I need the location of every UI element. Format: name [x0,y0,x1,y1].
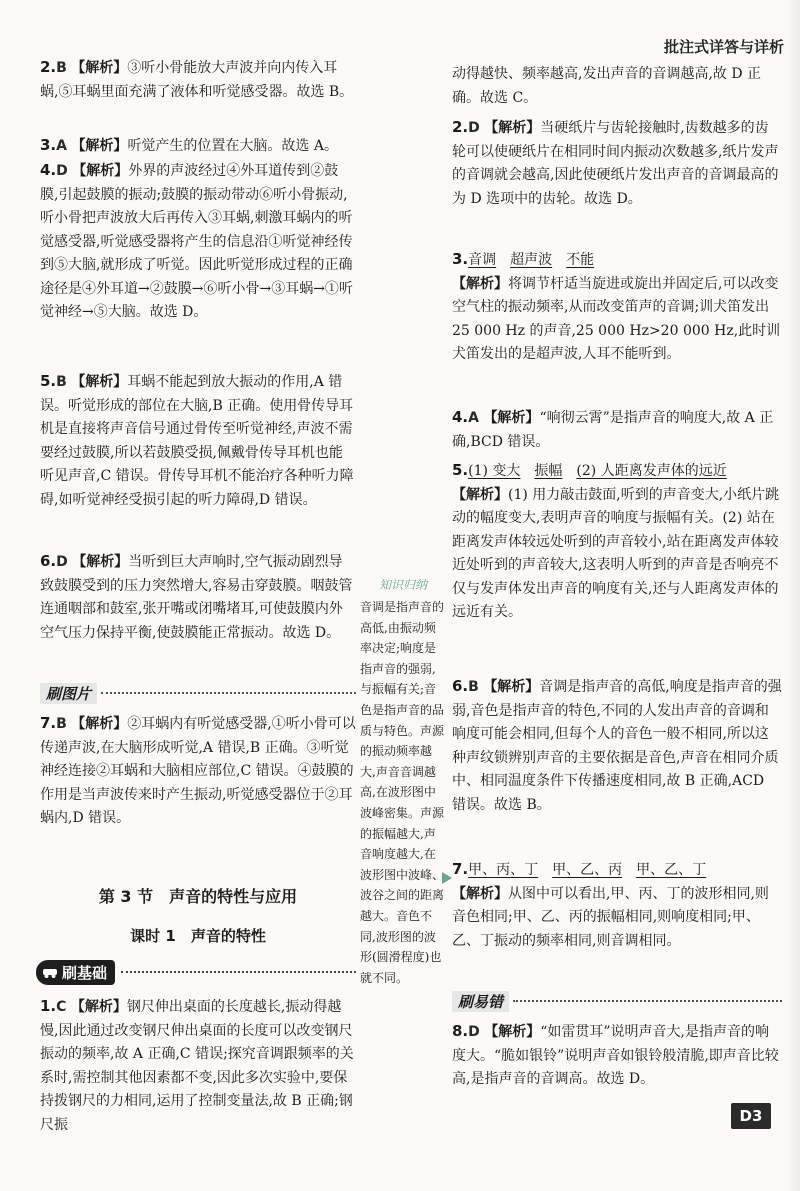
answer-8-error: 8.D 【解析】“如雷贯耳”说明声音大,是指声音的响度大。“脆如银铃”说明声音如银铃般清脆,即声音比较高,是指声音的音调高。故选 D。 [452,1022,779,1087]
dotted-rule [101,692,356,694]
answer-4-basic: 4.A 【解析】“响彻云霄”是指声音的响度大,故 A 正确,BCD 错误。 [452,408,774,450]
band-jichu [36,960,356,984]
section-title: 第 3 节 声音的特性与应用 [98,887,298,906]
band-tupian [40,682,356,704]
answer-1-continued: 动得越快、频率越高,发出声音的音调越高,故 D 正确。故选 C。 [452,66,762,106]
answer-4: 4.D 【解析】外界的声波经过④外耳道传到②鼓膜,引起鼓膜的振动;鼓膜的振动带动⑥听小骨振动,听小骨把声波放大后再传入③耳蜗,刺激耳蜗内的听觉感受器,听觉感受器将产生的信息沿①听觉神经传到⑤大脑,就形成了听觉。因此听觉形成过程的正确途径是④外耳道→②鼓膜→⑥听小骨→③耳蜗→①听觉神经→⑤大脑。故选 D。 [40,161,353,320]
dotted-rule [513,1000,782,1002]
answer-7-basic: 7.甲、丙、丁 甲、乙、丙 甲、乙、丁 【解析】从图中可以看出,甲、丙、丁的波形相同,则音色相同;甲、乙、丙的振幅相同,则响度相同;甲、乙、丁振动的频率相同,则音调相同。 [452,860,769,949]
lesson-title: 课时 1 声音的特性 [130,927,266,945]
answer-6-basic: 6.B 【解析】音调是指声音的高低,响度是指声音的强弱,音色是指声音的特色,不同的人发出声音的音调和响度可能会相同,但每个人的音色一般不相同,所以这种声纹锁辨别声音的主要依据是音色,声音在相同介质中、相同温度条件下传播速度相同,故 B 正确,ACD 错误。故选 B。 [452,677,782,813]
page-edge-shadow [786,0,800,1191]
answer-6: 6.D 【解析】当听到巨大声响时,空气振动剧烈导致鼓膜受到的压力突然增大,容易击穿鼓膜。咽鼓管连通咽部和鼓室,张开嘴或闭嘴堵耳,可使鼓膜内外空气压力保持平衡,使鼓膜能正常振动。故选 D。 [40,552,353,641]
answer-3-basic: 3.音调 超声波 不能 【解析】将调节杆适当旋进或旋出并固定后,可以改变空气柱的振动频率,从而改变笛声的音调;训犬笛发出 25 000 Hz 的声音,25 000 Hz>20 000 Hz,此时训犬笛发出的是超声波,人耳不能听到。 [452,250,781,362]
car-icon [42,965,58,979]
pointer-arrow-icon [442,872,452,884]
band-yicuo [452,990,782,1012]
answer-2: 2.B 【解析】③听小骨能放大声波并向内传入耳蜗,⑤耳蜗里面充满了液体和听觉感受器。故选 B。 [40,58,354,100]
answer-5: 5.B 【解析】耳蜗不能起到放大振动的作用,A 错误。听觉形成的部位在大脑,B 正确。使用骨传导耳机是直接将声音信号通过骨传至听觉神经,声波不需要经过鼓膜,所以若鼓膜受损,佩戴骨传导耳机也能听见声音,C 错误。骨传导耳机不能治疗各种听力障碍,如听觉神经受损引起的听力障碍,D 错误。 [40,372,354,508]
band-tupian-label: 刷图片 [40,683,97,704]
sidebar-text: 音调是指声音的高低,由振动频率决定;响度是指声音的强弱,与振幅有关;音色是指声音的品质与特色。声源的振动频率越大,声音音调越高,在波形图中波峰密集。声源的振幅越大,声音响度越大,在波形图中波峰、波谷之间的距离越大。音色不同,波形图的波形(圆滑程度)也就不同。 [360,600,445,985]
band-yicuo-label: 刷易错 [452,991,509,1012]
answer-3: 3.A 【解析】听觉产生的位置在大脑。故选 A。 [40,136,338,154]
answer-7: 7.B 【解析】②耳蜗内有听觉感受器,①听小骨可以传递声波,在大脑形成听觉,A 错误,B 正确。③听觉神经连接②耳蜗和大脑相应部位,C 错误。④鼓膜的作用是当声波传来时产生振动,听觉感受器位于②耳蜗内,D 错误。 [40,714,356,826]
sidebar-title: 知识归纳 [378,578,427,592]
page-header: 批注式详答与详析 [663,38,784,56]
answer-1-basic: 1.C 【解析】钢尺伸出桌面的长度越长,振动得越慢,因此通过改变钢尺伸出桌面的长度可以改变钢尺振动的频率,故 A 正确,C 错误;探究音调跟频率的关系时,需控制其他因素都不变,因此多次实验中,要保持拨钢尺的力相同,运用了控制变量法,故 B 正确;钢尺振 [40,997,354,1133]
answer-5-basic: 5.(1) 变大 振幅 (2) 人距离发声体的远近 【解析】(1) 用力敲击鼓面,听到的声音变大,小纸片跳动的幅度变大,表明声音的响度与振幅有关。(2) 站在距离发声体较远处听到的声音较小,站在距离发声体较近处听到的声音较大,这表明人听到的声音是否响亮不仅与发声体发出声音的响度有关,还与人距离发声体的远近有关。 [452,461,780,620]
knowledge-sidebar [360,576,446,988]
answer-2-basic: 2.D 【解析】当硬纸片与齿轮接触时,齿数越多的齿轮可以使硬纸片在相同时间内振动次数越多,纸片发声的音调就会越高,因此使硬纸片发出声音的音调最高的为 D 选项中的齿轮。故选 D。 [452,118,779,207]
dotted-rule [121,971,356,973]
band-jichu-badge [36,960,115,985]
band-jichu-label: 刷基础 [62,963,108,982]
page-number: D3 [731,1103,771,1129]
